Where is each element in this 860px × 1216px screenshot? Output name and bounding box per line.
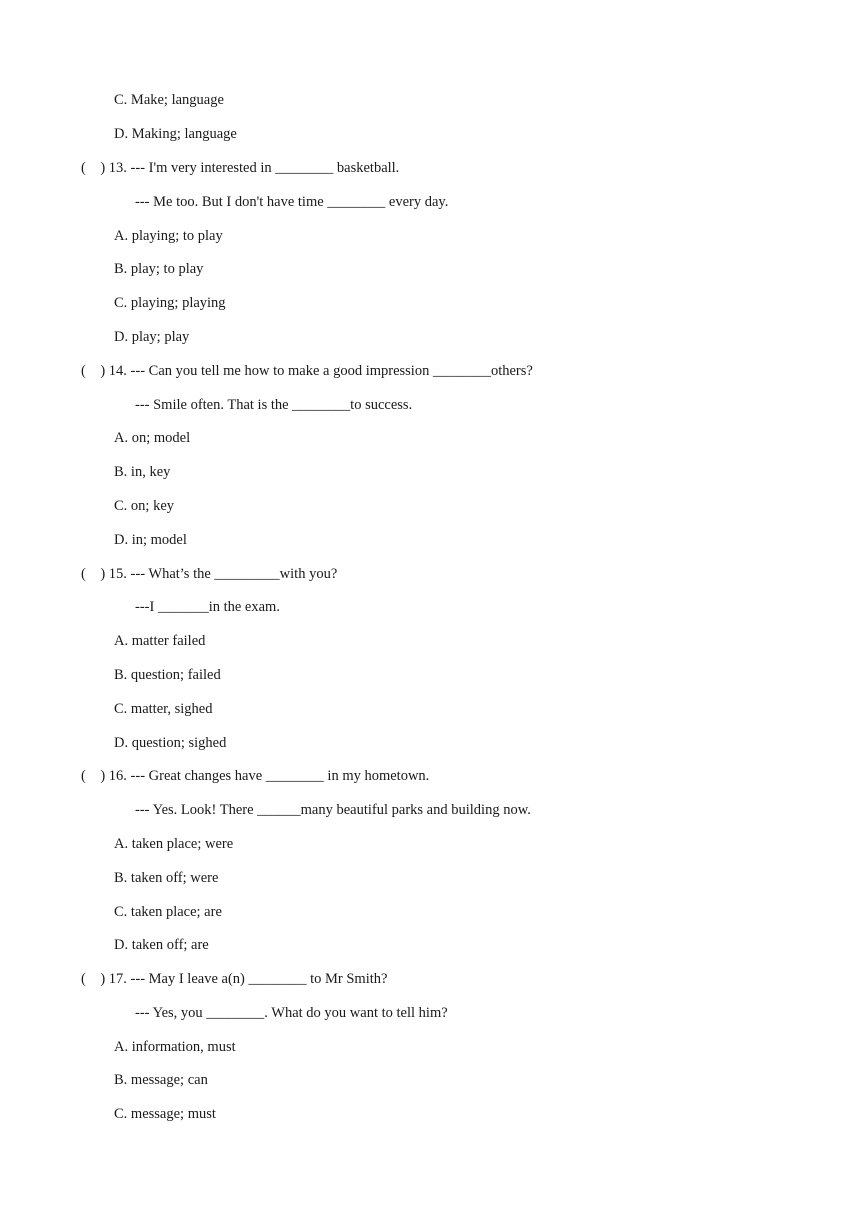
question-13-option-a: A. playing; to play	[114, 228, 223, 244]
question-16-option-d: D. taken off; are	[114, 937, 209, 953]
question-15-reply: ---I _______in the exam.	[135, 599, 280, 615]
question-17-option-c: C. message; must	[114, 1106, 216, 1122]
question-13-option-d: D. play; play	[114, 329, 190, 345]
question-14-reply: --- Smile often. That is the ________to success.	[135, 397, 413, 413]
question-17-option-a: A. information, must	[114, 1039, 236, 1055]
question-17-stem: ( ) 17. --- May I leave a(n) ________ to Mr Smith?	[81, 971, 388, 987]
question-15-option-b: B. question; failed	[114, 667, 221, 683]
question-14-option-a: A. on; model	[114, 430, 191, 446]
question-15-option-c: C. matter, sighed	[114, 701, 213, 717]
question-16-option-c: C. taken place; are	[114, 904, 222, 920]
question-17-reply: --- Yes, you ________. What do you want to tell him?	[135, 1005, 448, 1021]
question-14-option-d: D. in; model	[114, 532, 187, 548]
question-14-option-b: B. in, key	[114, 464, 171, 480]
question-14-option-c: C. on; key	[114, 498, 175, 514]
option-c: C. Make; language	[114, 92, 224, 108]
question-16-option-b: B. taken off; were	[114, 870, 219, 886]
question-13-option-b: B. play; to play	[114, 261, 204, 277]
question-13-reply: --- Me too. But I don't have time ________ every day.	[135, 194, 449, 210]
question-17-option-b: B. message; can	[114, 1072, 208, 1088]
question-13-stem: ( ) 13. --- I'm very interested in ________ basketball.	[81, 160, 400, 176]
question-13-option-c: C. playing; playing	[114, 295, 226, 311]
question-16-option-a: A. taken place; were	[114, 836, 234, 852]
question-15-stem: ( ) 15. --- What’s the _________with you?	[81, 566, 338, 582]
question-14-stem: ( ) 14. --- Can you tell me how to make a good impression ________others?	[81, 363, 533, 379]
question-15-option-d: D. question; sighed	[114, 735, 227, 751]
question-15-option-a: A. matter failed	[114, 633, 206, 649]
question-16-reply: --- Yes. Look! There ______many beautiful parks and building now.	[135, 802, 531, 818]
option-d: D. Making; language	[114, 126, 237, 142]
question-16-stem: ( ) 16. --- Great changes have ________ in my hometown.	[81, 768, 430, 784]
